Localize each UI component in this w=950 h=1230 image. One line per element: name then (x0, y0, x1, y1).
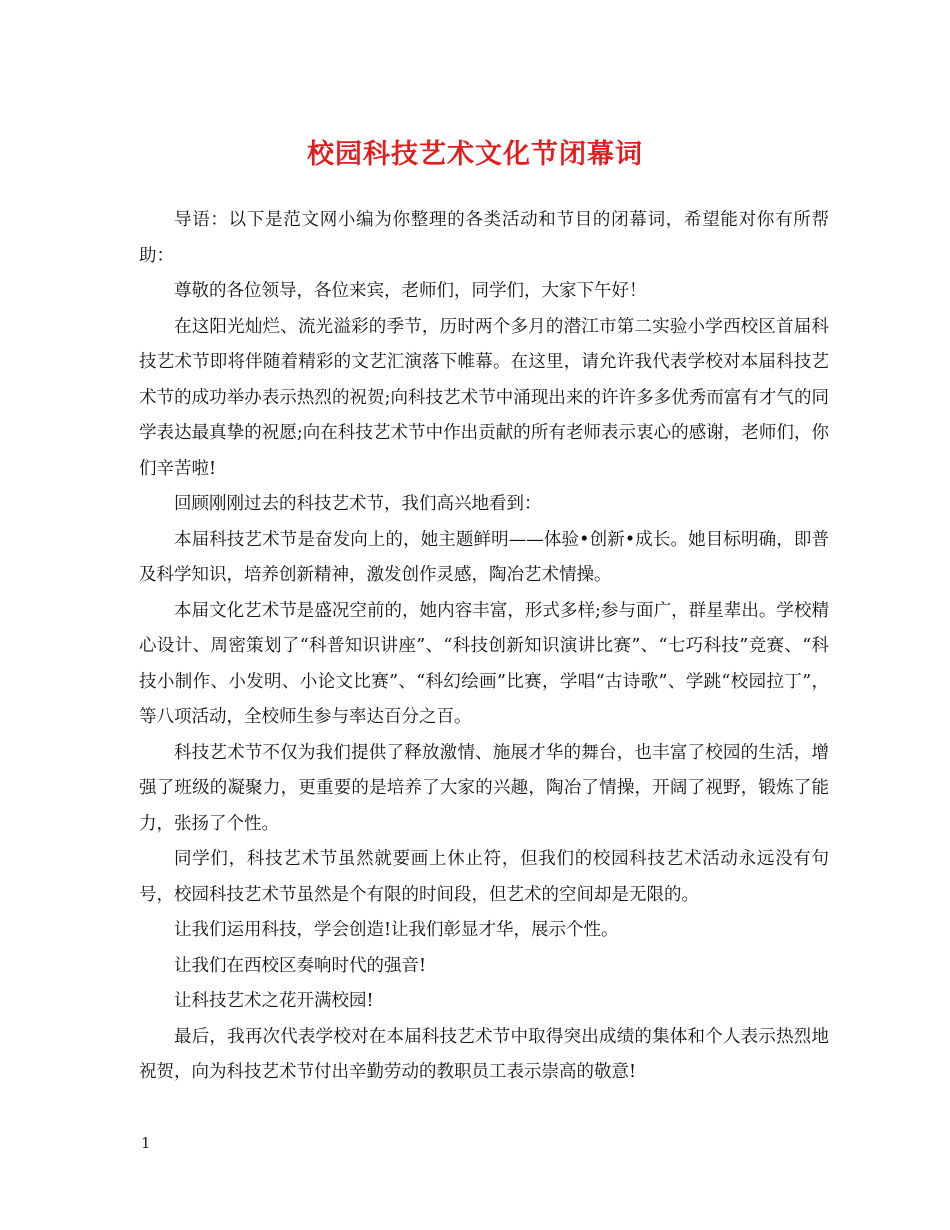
document-body (139, 203, 829, 1091)
paragraph-slogan-1: 让我们运用科技，学会创造!让我们彰显才华，展示个性。 (174, 920, 619, 940)
paragraph-intro: 导语：以下是范文网小编为你整理的各类活动和节目的闭幕词，希望能对你有所帮助： (139, 210, 829, 266)
document-title: 校园科技艺术文化节闭幕词 (307, 139, 643, 170)
paragraph-greeting: 尊敬的各位领导，各位来宾，老师们，同学们，大家下午好！ (174, 281, 647, 301)
paragraph-ending-note: 同学们，科技艺术节虽然就要画上休止符，但我们的校园科技艺术活动永远没有句号，校园科技艺术节虽然是个有限的时间段，但艺术的空间却是无限的。 (139, 849, 829, 905)
paragraph-slogan-2: 让我们在西校区奏响时代的强音! (174, 955, 427, 976)
paragraph-benefits: 科技艺术节不仅为我们提供了释放激情、施展才华的舞台，也丰富了校园的生活，增强了班级的凝聚力，更重要的是培养了大家的兴趣，陶冶了情操，开阔了视野，锻炼了能力，张扬了个性。 (139, 742, 829, 834)
paragraph-review: 回顾刚刚过去的科技艺术节，我们高兴地看到： (174, 494, 542, 514)
paragraph-opening: 在这阳光灿烂、流光溢彩的季节，历时两个多月的潜江市第二实验小学西校区首届科技艺术节即将伴随着精彩的文艺汇演落下帷幕。在这里，请允许我代表学校对本届科技艺术节的成功举办表示热烈的祝贺;向科技艺术节中涌现出来的许许多多优秀而富有才气的同学表达最真挚的祝愿;向在科技艺术节中作出贡献的所有老师表示衷心的感谢，老师们，你们辛苦啦! (139, 316, 829, 479)
paragraph-theme: 本届科技艺术节是奋发向上的，她主题鲜明——体验•创新•成长。她目标明确，即普及科学知识，培养创新精神，激发创作灵感，陶冶艺术情操。 (139, 529, 829, 585)
paragraph-closing: 最后，我再次代表学校对在本届科技艺术节中取得突出成绩的集体和个人表示热烈地祝贺，向为科技艺术节付出辛勤劳动的教职员工表示崇高的敬意! (139, 1026, 829, 1082)
page-number: 1 (141, 1134, 151, 1152)
paragraph-slogan-3: 让科技艺术之花开满校园! (174, 991, 374, 1011)
paragraph-activities: 本届文化艺术节是盛况空前的，她内容丰富，形式多样;参与面广，群星辈出。学校精心设计、周密策划了“科普知识讲座”、“科技创新知识演讲比赛”、“七巧科技”竞赛、“科技小制作、小发明、小论文比赛”、“科幻绘画”比赛，学唱“古诗歌”、学跳“校园拉丁”，等八项活动，全校师生参与率达百分之百。 (139, 600, 829, 727)
